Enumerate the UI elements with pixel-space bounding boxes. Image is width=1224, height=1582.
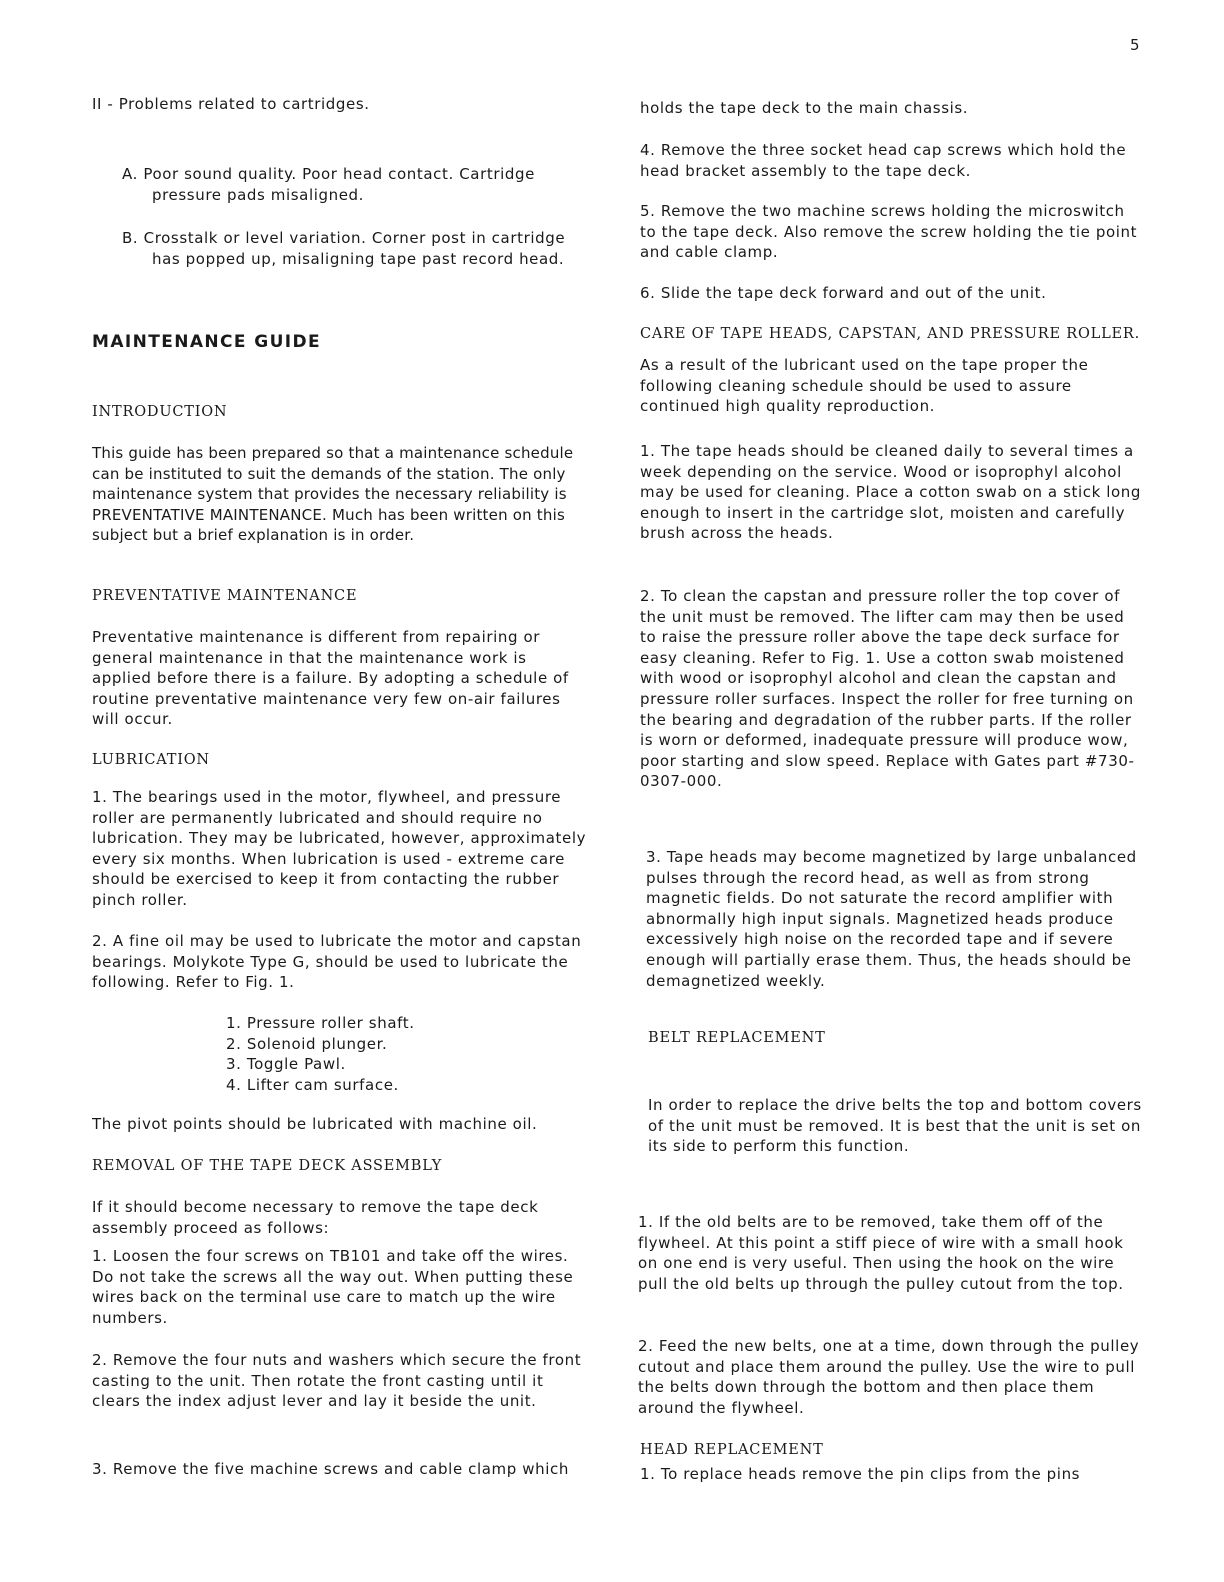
lubrication-paragraph-1: 1. The bearings used in the motor, flywheel, and pressure roller are permanently lubricated and should require no lubrication. They may be lubricated, however, approximately every six months. When lubrication is used - extreme care should be exercised to keep it from contacting the rubber pinch roller.: [92, 788, 587, 909]
lube-list-item: 4. Lifter cam surface.: [226, 1075, 399, 1094]
removal-step-4: 4. Remove the three socket head cap screws which hold the head bracket assembly to the tape deck.: [640, 141, 1127, 180]
care-intro: As a result of the lubricant used on the tape proper the following cleaning schedule should be used to assure continued high quality reproduction.: [640, 356, 1089, 416]
removal-step-5: 5. Remove the two machine screws holding the microswitch to the tape deck. Also remove the screw holding the tie point and cable clamp.: [640, 202, 1138, 262]
problems-item: II - Problems related to cartridges.: [92, 95, 370, 113]
head-replacement-heading: HEAD REPLACEMENT: [640, 1442, 824, 1458]
belt-step-1: 1. If the old belts are to be removed, take them off of the flywheel. At this point a stiff piece of wire with a small hook on one end is very useful. Then using the hook on the wire pull the old belts up through the pulley cutout from the top.: [638, 1213, 1124, 1293]
preventative-maintenance-heading: PREVENTATIVE MAINTENANCE: [92, 588, 358, 604]
lube-list-item: 3. Toggle Pawl.: [226, 1055, 346, 1074]
removal-heading: REMOVAL OF THE TAPE DECK ASSEMBLY: [92, 1158, 443, 1174]
care-step-2: 2. To clean the capstan and pressure roller the top cover of the unit must be removed. The lifter cam may then be used to raise the pressure roller above the tape deck surface for easy cleaning. Refer to Fig. 1. Use a cotton swab moistened with wood or isoprophyl alcohol and clean the capstan and pressure roller surfaces. Inspect the roller for free turning on the bearing and degradation of the rubber parts. If the roller is worn or deformed, inadequate pressure will produce wow, poor starting and slow speed. Replace with Gates part #730-0307-000.: [640, 587, 1135, 791]
care-heading: CARE OF TAPE HEADS, CAPSTAN, AND PRESSURE ROLLER.: [640, 326, 1141, 342]
removal-step-3: 3. Remove the five machine screws and cable clamp which: [92, 1460, 569, 1478]
lube-list-item: 1. Pressure roller shaft.: [226, 1014, 415, 1032]
cartridge-item-a: A. Poor sound quality. Poor head contact. Cartridge pressure pads misaligned.: [122, 165, 535, 204]
removal-intro: If it should become necessary to remove the tape deck assembly proceed as follows:: [92, 1198, 539, 1237]
head-step-1: 1. To replace heads remove the pin clips from the pins: [640, 1465, 1081, 1483]
maintenance-guide-heading: MAINTENANCE GUIDE: [92, 332, 322, 352]
lubrication-heading: LUBRICATION: [92, 752, 210, 768]
introduction-heading: INTRODUCTION: [92, 404, 228, 420]
care-step-3: 3. Tape heads may become magnetized by large unbalanced pulses through the record head, as well as from strong magnetic fields. Do not saturate the record amplifier with abnormally high input signals. Magnetized heads produce excessively high noise on the recorded tape and if severe enough will partially erase them. Thus, the heads should be demagnetized weekly.: [646, 848, 1137, 990]
removal-step-3-continued: holds the tape deck to the main chassis.: [640, 99, 969, 117]
pivot-text: The pivot points should be lubricated with machine oil.: [92, 1115, 538, 1133]
lubrication-paragraph-2: 2. A fine oil may be used to lubricate the motor and capstan bearings. Molykote Type G, should be used to lubricate the following. Refer to Fig. 1.: [92, 932, 582, 992]
cartridge-item-b: B. Crosstalk or level variation. Corner post in cartridge has popped up, misaligning tape past record head.: [122, 229, 566, 268]
lube-list-item: 2. Solenoid plunger.: [226, 1034, 388, 1053]
preventative-maintenance-text: Preventative maintenance is different from repairing or general maintenance in that the maintenance work is applied before there is a failure. By adopting a schedule of routine preventative maintenance very few on-air failures will occur.: [92, 628, 569, 729]
removal-step-2: 2. Remove the four nuts and washers which secure the front casting to the unit. Then rotate the front casting until it clears the index adjust lever and lay it beside the unit.: [92, 1351, 582, 1411]
removal-step-1: 1. Loosen the four screws on TB101 and take off the wires. Do not take the screws all the way out. When putting these wires back on the terminal use care to match up the wire numbers.: [92, 1247, 574, 1327]
belt-intro: In order to replace the drive belts the top and bottom covers of the unit must be removed. It is best that the unit is set on its side to perform this function.: [648, 1096, 1142, 1156]
belt-step-2: 2. Feed the new belts, one at a time, down through the pulley cutout and place them around the pulley. Use the wire to pull the belts down through the bottom and then place them around the flywheel.: [638, 1337, 1140, 1417]
removal-step-6: 6. Slide the tape deck forward and out of the unit.: [640, 284, 1047, 302]
page-number: 5: [1130, 36, 1141, 54]
care-step-1: 1. The tape heads should be cleaned daily to several times a week depending on the service. Wood or isoprophyl alcohol may be used for cleaning. Place a cotton swab on a stick long enough to insert in the cartridge slot, moisten and carefully brush across the heads.: [640, 442, 1142, 543]
introduction-text: This guide has been prepared so that a maintenance schedule can be instituted to suit the demands of the station. The only maintenance system that provides the necessary reliability is PREVENTATIVE MAINTENANCE. Much has been written on this subject but a brief explanation is in order.: [92, 444, 574, 545]
belt-replacement-heading: BELT REPLACEMENT: [648, 1030, 826, 1046]
